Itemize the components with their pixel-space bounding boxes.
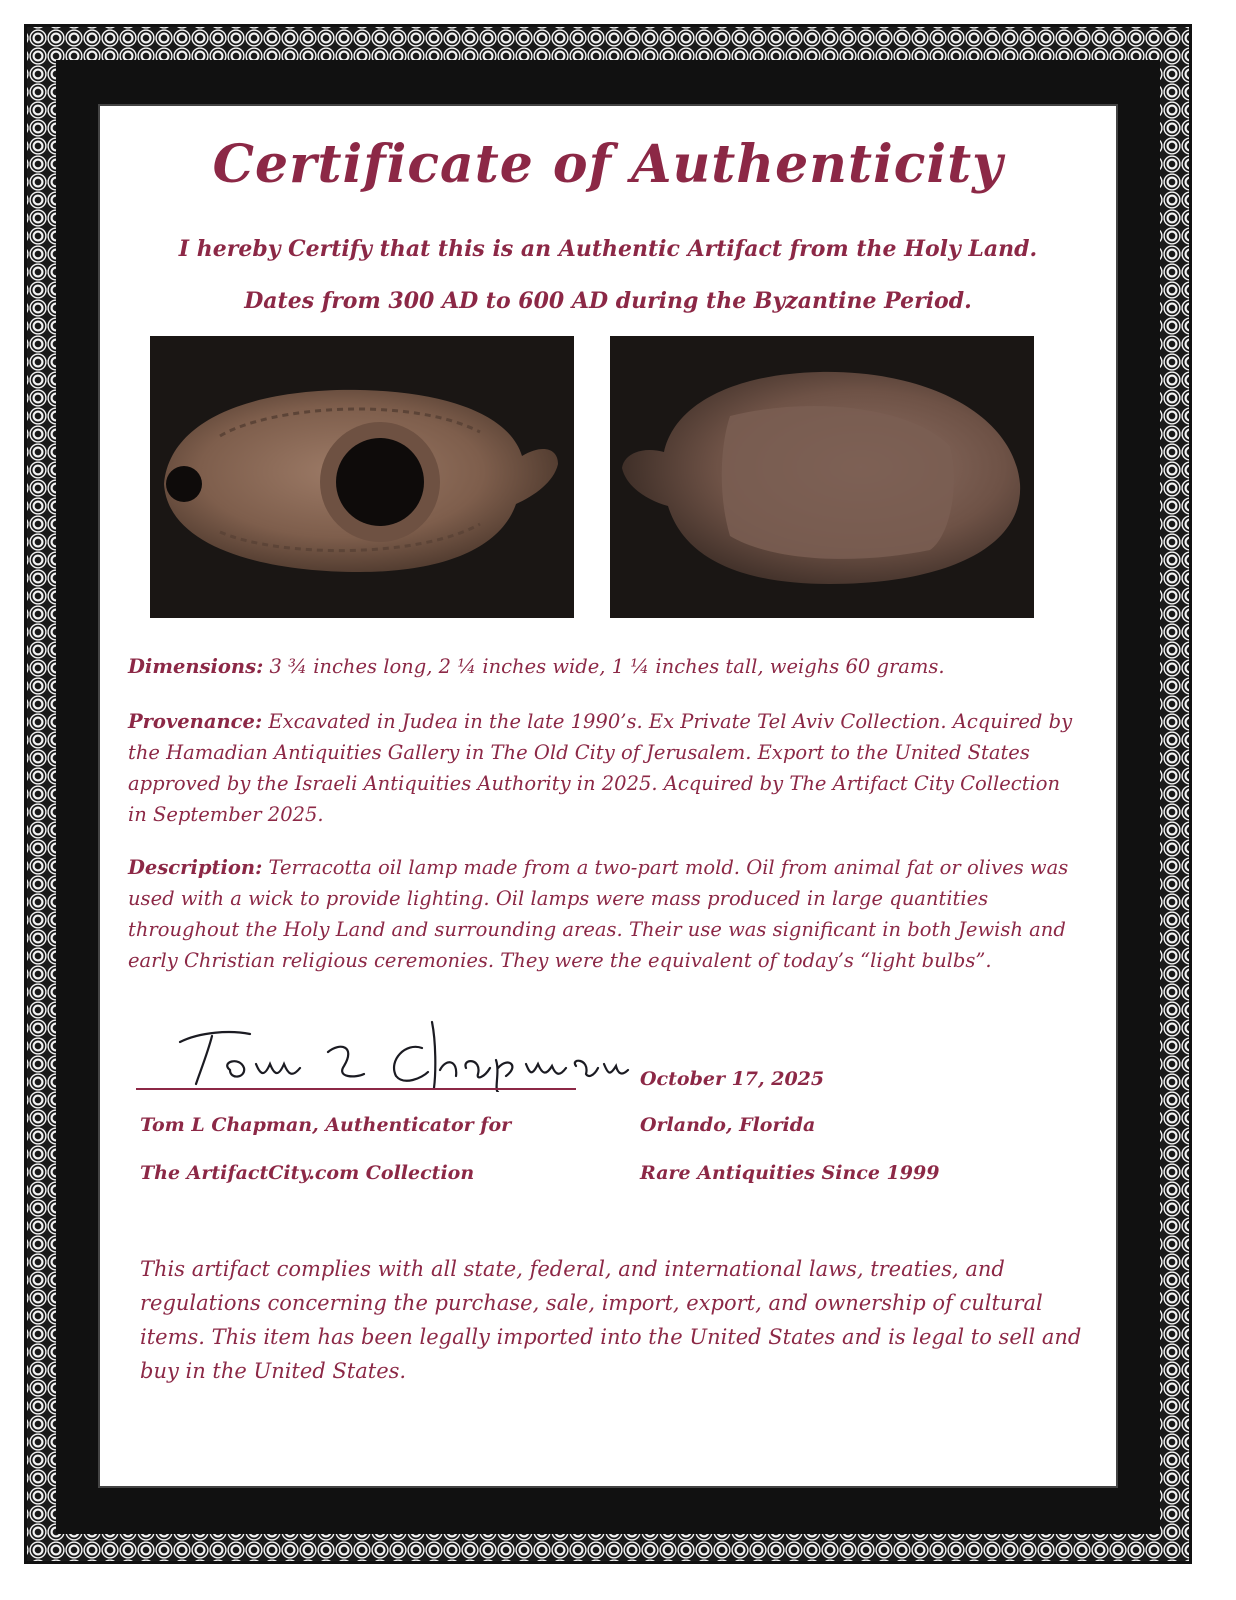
certificate-title: Certificate of Authenticity [212, 134, 1004, 195]
dimensions-text: 3 ¾ inches long, 2 ¼ inches wide, 1 ¼ inches tall, weighs 60 grams. [269, 655, 945, 678]
provenance-text: Excavated in Judea in the late 1990’s. Ex Private Tel Aviv Collection. Acquired by the Hamadian Antiquities Gallery in The Old City of Jerusalem. Export to the United States approved by the Israeli Antiquities Authority in 2025. Acquired by The Artifact City Collection in September 2025. [128, 710, 1073, 826]
provenance-label: Provenance: [128, 710, 263, 733]
handwritten-signature [160, 1012, 630, 1092]
authenticator-name: Tom L Chapman, Authenticator for [140, 1114, 512, 1136]
collection-name: The ArtifactCity.com Collection [140, 1162, 475, 1184]
lamp-bottom-illustration [610, 336, 1034, 618]
signature-line [136, 1088, 576, 1090]
legal-compliance-statement: This artifact complies with all state, federal, and international laws, treaties, and regulations concerning the purchase, sale, import, export, and ownership of cultural items. This item has been legally imported into the United States and is legal to sell and buy in the United States. [140, 1257, 1082, 1383]
certify-statement: I hereby Certify that this is an Authentic Artifact from the Holy Land. [178, 236, 1038, 262]
business-tagline: Rare Antiquities Since 1999 [640, 1162, 940, 1184]
certificate-body [98, 104, 1118, 1488]
description-paragraph [128, 852, 1078, 976]
provenance-paragraph [128, 706, 1078, 830]
certificate-date: October 17, 2025 [640, 1068, 825, 1090]
dimensions-paragraph [128, 651, 1078, 682]
description-label: Description: [128, 856, 263, 879]
dimensions-label: Dimensions: [128, 655, 264, 678]
lamp-top-photo [150, 336, 574, 618]
lamp-top-illustration [150, 336, 574, 618]
dating-statement: Dates from 300 AD to 600 AD during the Byzantine Period. [244, 288, 972, 314]
lamp-bottom-photo [610, 336, 1034, 618]
certificate-location: Orlando, Florida [640, 1114, 816, 1136]
description-text: Terracotta oil lamp made from a two-part mold. Oil from animal fat or olives was used with a wick to provide lighting. Oil lamps were mass produced in large quantities throughout the Holy Land and surrounding areas. Their use was significant in both Jewish and early Christian religious ceremonies. They were the equivalent of today’s “light bulbs”. [128, 856, 1069, 972]
